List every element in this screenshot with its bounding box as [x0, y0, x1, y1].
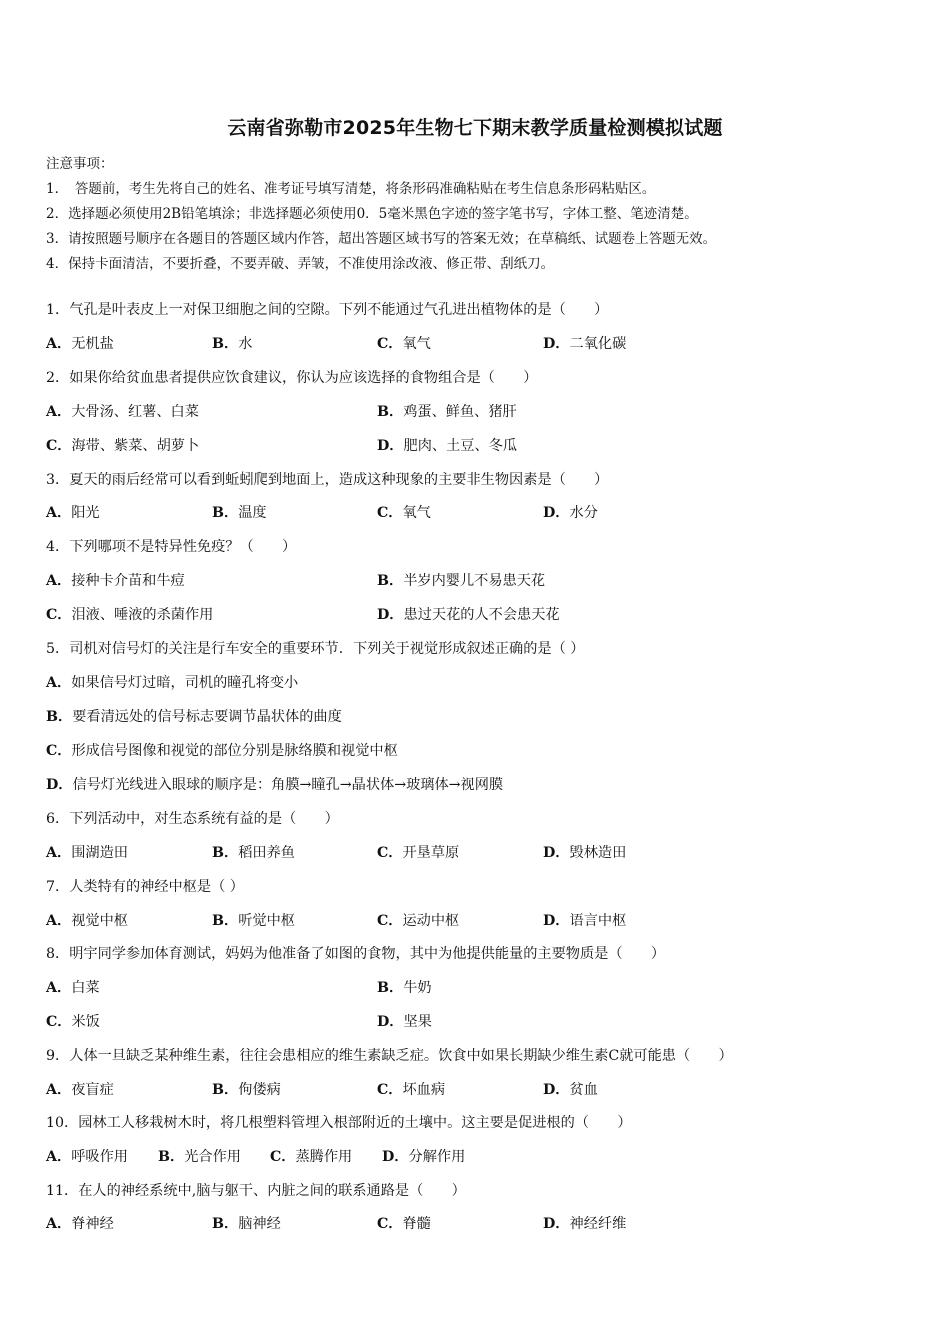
option-a: A．夜盲症: [46, 1082, 114, 1098]
option-c: C．形成信号图像和视觉的部位分别是脉络膜和视觉中枢: [46, 743, 398, 759]
question-3-stem: 3．夏天的雨后经常可以看到蚯蚓爬到地面上，造成这种现象的主要非生物因素是（ ）: [46, 472, 609, 488]
page-title: 云南省弥勒市2025年生物七下期末教学质量检测模拟试题: [227, 117, 723, 139]
question-1-stem: 1．气孔是叶表皮上一对保卫细胞之间的空隙。下列不能通过气孔进出植物体的是（ ）: [46, 302, 609, 318]
notes-heading: 注意事项：: [46, 156, 114, 172]
question-5-stem: 5．司机对信号灯的关注是行车安全的重要环节．下列关于视觉形成叙述正确的是（ ）: [46, 641, 585, 657]
option-b: B．稻田养鱼: [212, 845, 295, 861]
option-c: C．脊髓: [377, 1216, 431, 1232]
option-c: C．泪液、唾液的杀菌作用: [46, 607, 214, 623]
option-b: B．牛奶: [377, 980, 432, 996]
option-b: B．脑神经: [212, 1216, 281, 1232]
option-d: D．二氧化碳: [543, 336, 627, 352]
option-c: C．海带、紫菜、胡萝卜: [46, 438, 200, 454]
option-a: A．如果信号灯过暗，司机的瞳孔将变小: [46, 675, 299, 691]
option-c: C．氧气: [377, 336, 431, 352]
option-a: A．视觉中枢: [46, 913, 128, 929]
question-6-stem: 6．下列活动中，对生态系统有益的是（ ）: [46, 811, 339, 827]
question-4-stem: 4．下列哪项不是特异性免疫？（ ）: [46, 539, 297, 555]
option-b: B．要看清远处的信号标志要调节晶状体的曲度: [46, 709, 342, 725]
question-2-stem: 2．如果你给贫血患者提供应饮食建议，你认为应该选择的食物组合是（ ）: [46, 370, 538, 386]
option-c: C．米饭: [46, 1014, 100, 1030]
option-d: D．语言中枢: [543, 913, 627, 929]
option-a: A．阳光: [46, 505, 100, 521]
option-c: C．开垦草原: [377, 845, 460, 861]
option-b: B．鸡蛋、鲜鱼、猪肝: [377, 404, 517, 420]
option-d: D．信号灯光线进入眼球的顺序是：角膜→瞳孔→晶状体→玻璃体→视网膜: [46, 777, 504, 793]
option-d: D．神经纤维: [543, 1216, 627, 1232]
note-item-4: 4．保持卡面清洁，不要折叠，不要弄破、弄皱，不准使用涂改液、修正带、刮纸刀。: [46, 256, 555, 272]
question-7-stem: 7．人类特有的神经中枢是（ ）: [46, 879, 244, 895]
option-d: D．肥肉、土豆、冬瓜: [377, 438, 518, 454]
option-b: B．水: [212, 336, 253, 352]
notes-section: [46, 152, 916, 277]
option-c: C．运动中枢: [377, 913, 460, 929]
option-a: A．无机盐: [46, 336, 114, 352]
option-a: A．接种卡介苗和牛痘: [46, 573, 185, 589]
option-d: D．水分: [543, 505, 598, 521]
option-a: A．白菜: [46, 980, 100, 996]
note-item-3: 3．请按照题号顺序在各题目的答题区域内作答，超出答题区域书写的答案无效；在草稿纸、试题卷上答题无效。: [46, 231, 717, 247]
option-c: C．氧气: [377, 505, 431, 521]
option-a: A．大骨汤、红薯、白菜: [46, 404, 199, 420]
question-9-stem: 9．人体一旦缺乏某种维生素，往往会患相应的维生素缺乏症。饮食中如果长期缺少维生素C就可能患（ ）: [46, 1048, 733, 1064]
option-d: D．分解作用: [382, 1149, 466, 1165]
option-d: D．患过天花的人不会患天花: [377, 607, 560, 623]
question-8-stem: 8．明宇同学参加体育测试，妈妈为他准备了如图的食物，其中为他提供能量的主要物质是（ ）: [46, 946, 666, 962]
option-d: D．毁林造田: [543, 845, 627, 861]
option-b: B．听觉中枢: [212, 913, 295, 929]
note-item-2: 2．选择题必须使用2B铅笔填涂；非选择题必须使用0．5毫米黑色字迹的签字笔书写，字体工整、笔迹清楚。: [46, 206, 698, 222]
option-b: B．半岁内婴儿不易患天花: [377, 573, 546, 589]
option-b: B．温度: [212, 505, 267, 521]
note-item-1: 1． 答题前，考生先将自己的姓名、准考证号填写清楚，将条形码准确粘贴在考生信息条形码粘贴区。: [46, 181, 656, 197]
option-c: C．坏血病: [377, 1082, 446, 1098]
option-a: A．脊神经: [46, 1216, 114, 1232]
option-b: B．佝偻病: [212, 1082, 281, 1098]
question-10-stem: 10．园林工人移栽树木时，将几根塑料管埋入根部附近的土壤中。这主要是促进根的（ ）: [46, 1115, 632, 1131]
option-b: B．光合作用: [158, 1149, 241, 1165]
option-a: A．呼吸作用: [46, 1149, 128, 1165]
option-d: D．坚果: [377, 1014, 432, 1030]
option-a: A．围湖造田: [46, 845, 128, 861]
option-c: C．蒸腾作用: [270, 1149, 353, 1165]
question-11-stem: 11．在人的神经系统中,脑与躯干、内脏之间的联系通路是（ ）: [46, 1183, 466, 1199]
option-d: D．贫血: [543, 1082, 598, 1098]
